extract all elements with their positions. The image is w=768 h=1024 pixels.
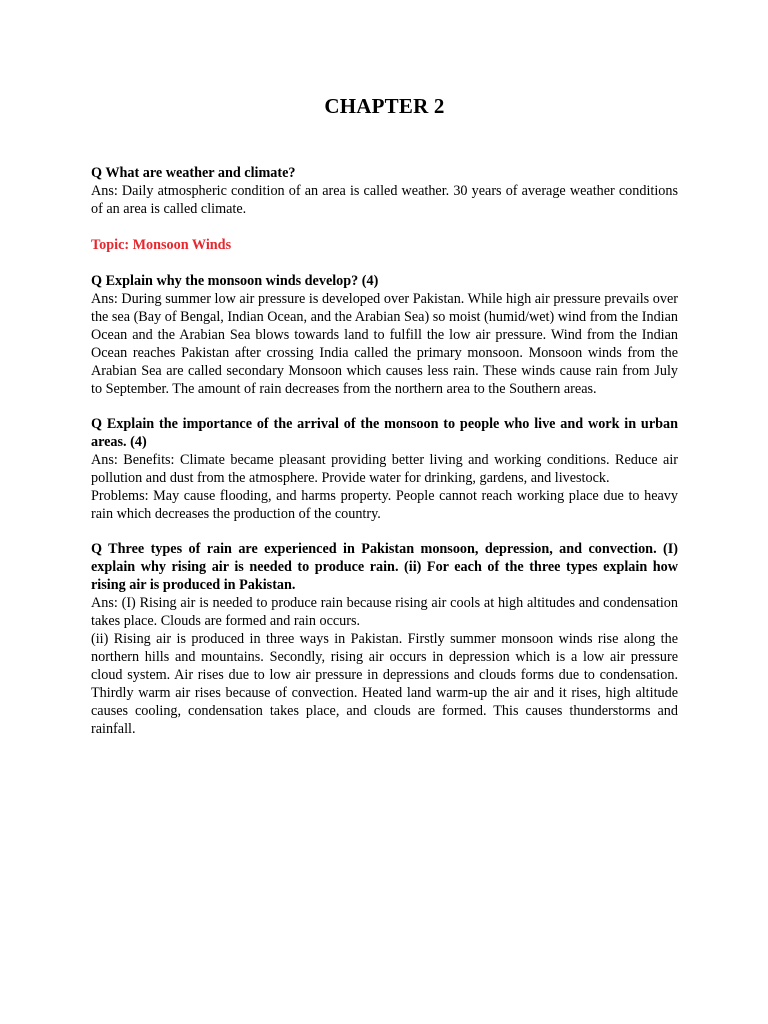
- question-monsoon-develop: Q Explain why the monsoon winds develop? (4): [91, 273, 379, 289]
- answer-rain-types-part2: (ii) Rising air is produced in three ways in Pakistan. Firstly summer monsoon winds rise along the northern hills and mountains. Secondly, rising air occurs in depression which is a low air pressure cloud system. Air rises due to low air pressure in depressions and clouds forms due to condensation. Thirdly warm air rises because of convection. Heated land warm-up the air and it rises, high altitude causes cooling, condensation takes place, and clouds are formed. This causes thunderstorms and rainfall.: [91, 631, 678, 737]
- question-rain-types: Q Three types of rain are experienced in Pakistan monsoon, depression, and convection. (I) explain why rising air is needed to produce rain. (ii) For each of the three types explain how rising air is produced in Pakistan.: [91, 541, 678, 593]
- topic-heading: Topic: Monsoon Winds: [91, 237, 232, 253]
- question-block-weather-climate: [91, 164, 678, 218]
- answer-monsoon-develop: Ans: During summer low air pressure is developed over Pakistan. While high air pressure prevails over the sea (Bay of Bengal, Indian Ocean, and the Arabian Sea) so moist (humid/wet) wind from the Indian Ocean and the Arabian Sea blows towards land to fulfill the low air pressure. Wind from the Indian Ocean reaches Pakistan after crossing India called the primary monsoon. Monsoon winds from the Arabian Sea are called secondary Monsoon which causes less rain. These winds cause rain from July to September. The amount of rain decreases from the northern area to the Southern areas.: [91, 291, 678, 397]
- question-block-monsoon-importance: [91, 415, 678, 523]
- question-weather-climate: Q What are weather and climate?: [91, 165, 296, 181]
- topic-block: [91, 236, 678, 254]
- question-block-rain-types: [91, 540, 678, 738]
- question-monsoon-importance: Q Explain the importance of the arrival of the monsoon to people who live and work in urban areas. (4): [91, 416, 678, 450]
- answer-benefits: Ans: Benefits: Climate became pleasant providing better living and working conditions. Reduce air pollution and dust from the atmosphere. Provide water for drinking, gardens, and livestock.: [91, 452, 678, 486]
- answer-rain-types-part1: Ans: (I) Rising air is needed to produce rain because rising air cools at high altitudes and condensation takes place. Clouds are formed and rain occurs.: [91, 595, 678, 629]
- answer-problems: Problems: May cause flooding, and harms property. People cannot reach working place due to heavy rain which decreases the production of the country.: [91, 488, 678, 522]
- chapter-title: CHAPTER 2: [324, 94, 445, 118]
- question-block-monsoon-develop: [91, 272, 678, 398]
- answer-weather-climate: Ans: Daily atmospheric condition of an area is called weather. 30 years of average weather conditions of an area is called climate.: [91, 183, 678, 217]
